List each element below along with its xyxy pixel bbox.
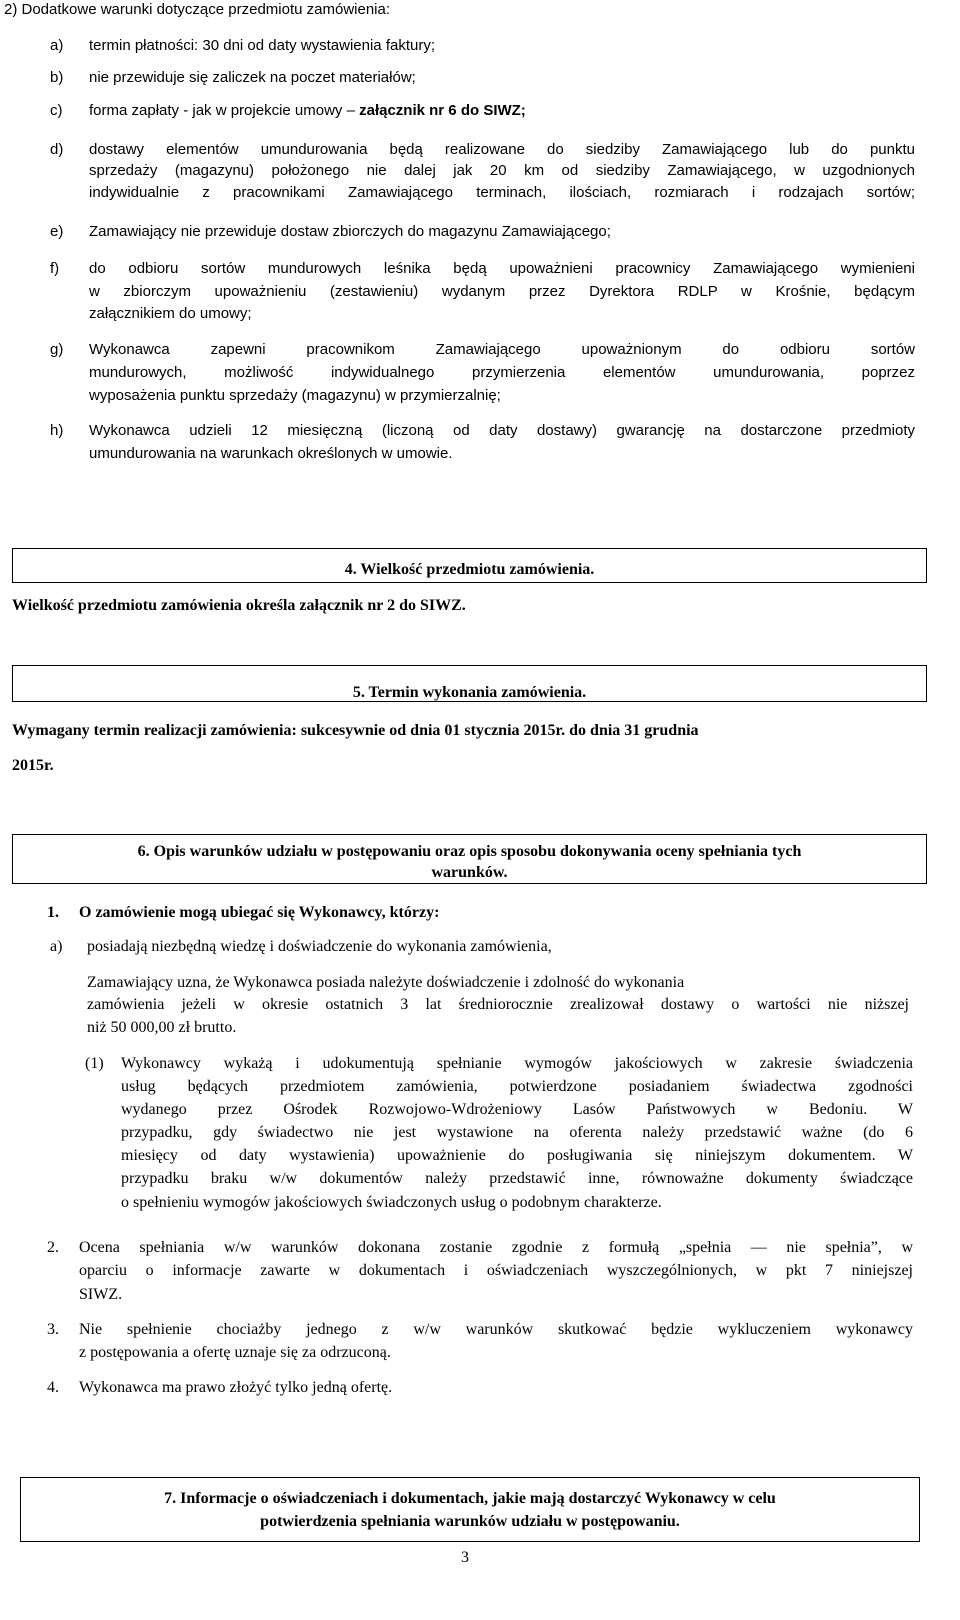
item-h-line-2: umundurowania na warunkach określonych w umowie. [89, 445, 453, 462]
point1-paragraph-line-1: Zamawiający uzna, że Wykonawca posiada należyte doświadczenie i zdolność do wykonania [87, 974, 685, 991]
sub1-label: (1) [85, 1055, 104, 1072]
item-d-line-2: sprzedaży (magazynu) położonego nie dalej jak 20 km od siedziby Zamawiającego, w uzgodnionych [89, 162, 915, 179]
item-g-label: g) [50, 341, 64, 358]
section7-heading-line-1: 7. Informacje o oświadczeniach i dokumentach, jakie mają dostarczyć Wykonawcy w celu [164, 1490, 776, 1507]
item-d-label: d) [50, 141, 64, 158]
item-e-text: Zamawiający nie przewiduje dostaw zbiorczych do magazynu Zamawiającego; [89, 223, 611, 240]
point1-paragraph-line-2: zamówienia jeżeli w okresie ostatnich 3 lat średniorocznie zrealizował dostawy o wartości nie niższej [87, 996, 909, 1013]
item-b-label: b) [50, 69, 64, 86]
section5-heading: 5. Termin wykonania zamówienia. [352, 684, 587, 701]
section4-text: Wielkość przedmiotu zamówienia określa załącznik nr 2 do SIWZ. [12, 597, 466, 614]
item-c-text-bold: załącznik nr 6 do SIWZ; [359, 102, 526, 119]
point4-label: 4. [47, 1379, 59, 1396]
item-c-label: c) [50, 102, 63, 119]
section4-heading: 4. Wielkość przedmiotu zamówienia. [344, 561, 595, 578]
sub1-line-6: przypadku braku w/w dokumentów należy przedstawić inne, równoważne dokumenty świadczące [121, 1170, 913, 1187]
sub1-line-1: Wykonawcy wykażą i udokumentują spełnianie wymogów jakościowych w zakresie świadczenia [121, 1055, 913, 1072]
sub1-line-5: miesięcy od daty wystawienia) upoważnienie do posługiwania się niniejszym dokumentem. W [121, 1147, 913, 1164]
point1-item-a-text: posiadają niezbędną wiedzę i doświadczenie do wykonania zamówienia, [87, 938, 552, 955]
section6-heading-line-1: 6. Opis warunków udziału w postępowaniu oraz opis sposobu dokonywania oceny spełniania tych [137, 843, 802, 860]
item-g-line-2: mundurowych, możliwość indywidualnego przymierzenia elementów umundurowania, poprzez [89, 364, 915, 381]
item-h-line-1: Wykonawca udzieli 12 miesięczną (liczoną od daty dostawy) gwarancję na dostarczone przedmioty [89, 422, 915, 439]
sub1-line-2: usług będących przedmiotem zamówienia, potwierdzone posiadaniem świadectwa zgodności [121, 1078, 913, 1095]
point3-line-2: z postępowania a ofertę uznaje się za odrzuconą. [79, 1344, 391, 1361]
sub1-line-7: o spełnieniu wymogów jakościowych świadczonych usług o podobnym charakterze. [121, 1194, 662, 1211]
item-a-label: a) [50, 37, 64, 54]
sub1-line-3: wydanego przez Ośrodek Rozwojowo-Wdrożeniowy Lasów Państwowych w Bedoniu. W [121, 1101, 913, 1118]
section5-line-1: Wymagany termin realizacji zamówienia: sukcesywnie od dnia 01 stycznia 2015r. do dnia 31 grudnia [12, 722, 699, 739]
item-f-label: f) [50, 260, 60, 277]
point1-label: 1. [47, 904, 59, 921]
point1-item-a-label: a) [50, 938, 63, 955]
item-b-text: nie przewiduje się zaliczek na poczet materiałów; [89, 69, 416, 86]
point2-line-1: Ocena spełniania w/w warunków dokonana zostanie zgodnie z formułą „spełnia — nie spełnia”, w [79, 1239, 913, 1256]
point2-label: 2. [47, 1239, 59, 1256]
sub1-line-4: przypadku, gdy świadectwo nie jest wystawione na oferenta należy przedstawić ważne (do 6 [121, 1124, 913, 1141]
item-f-line-3: załącznikiem do umowy; [89, 305, 252, 322]
item-c-text [89, 101, 526, 121]
item-d-line-3: indywidualnie z pracownikami Zamawiającego terminach, ilościach, rozmiarach i rodzajach sortów; [89, 184, 915, 201]
point2-line-3: SIWZ. [79, 1286, 123, 1303]
point3-line-1: Nie spełnienie chociażby jednego z w/w warunków skutkować będzie wykluczeniem wykonawcy [79, 1321, 913, 1338]
point1-text: O zamówienie mogą ubiegać się Wykonawcy, którzy: [79, 904, 440, 921]
item-a-text: termin płatności: 30 dni od daty wystawienia faktury; [89, 37, 436, 54]
section6-heading-line-2: warunków. [431, 864, 508, 881]
item-d-line-1: dostawy elementów umundurowania będą realizowane do siedziby Zamawiającego lub do punktu [89, 141, 915, 158]
item-h-label: h) [50, 422, 64, 439]
page-number: 3 [461, 1549, 469, 1566]
item-e-label: e) [50, 223, 64, 240]
section7-heading-box [20, 1477, 920, 1542]
section2-heading: 2) Dodatkowe warunki dotyczące przedmiotu zamówienia: [4, 1, 391, 18]
item-f-line-1: do odbioru sortów mundurowych leśnika będą upoważnieni pracownicy Zamawiającego wymienieni [89, 260, 915, 277]
item-c-text-plain: forma zapłaty - jak w projekcie umowy – [89, 102, 360, 119]
section7-heading-line-2: potwierdzenia spełniania warunków udziału w postępowaniu. [260, 1513, 680, 1530]
item-f-line-2: w zbiorczym upoważnieniu (zestawieniu) wydanym przez Dyrektora RDLP w Krośnie, będącym [89, 283, 915, 300]
item-g-line-3: wyposażenia punktu sprzedaży (magazynu) w przymierzalnię; [89, 387, 501, 404]
point4-text: Wykonawca ma prawo złożyć tylko jedną ofertę. [79, 1379, 393, 1396]
section5-line-2: 2015r. [12, 757, 54, 774]
point3-label: 3. [47, 1321, 59, 1338]
item-g-line-1: Wykonawca zapewni pracownikom Zamawiającego upoważnionym do odbioru sortów [89, 341, 915, 358]
point2-line-2: oparciu o informacje zawarte w dokumentach i oświadczeniach wyszczególnionych, w pkt 7 niniejszej [79, 1262, 913, 1279]
point1-paragraph-line-3: niż 50 000,00 zł brutto. [87, 1019, 237, 1036]
